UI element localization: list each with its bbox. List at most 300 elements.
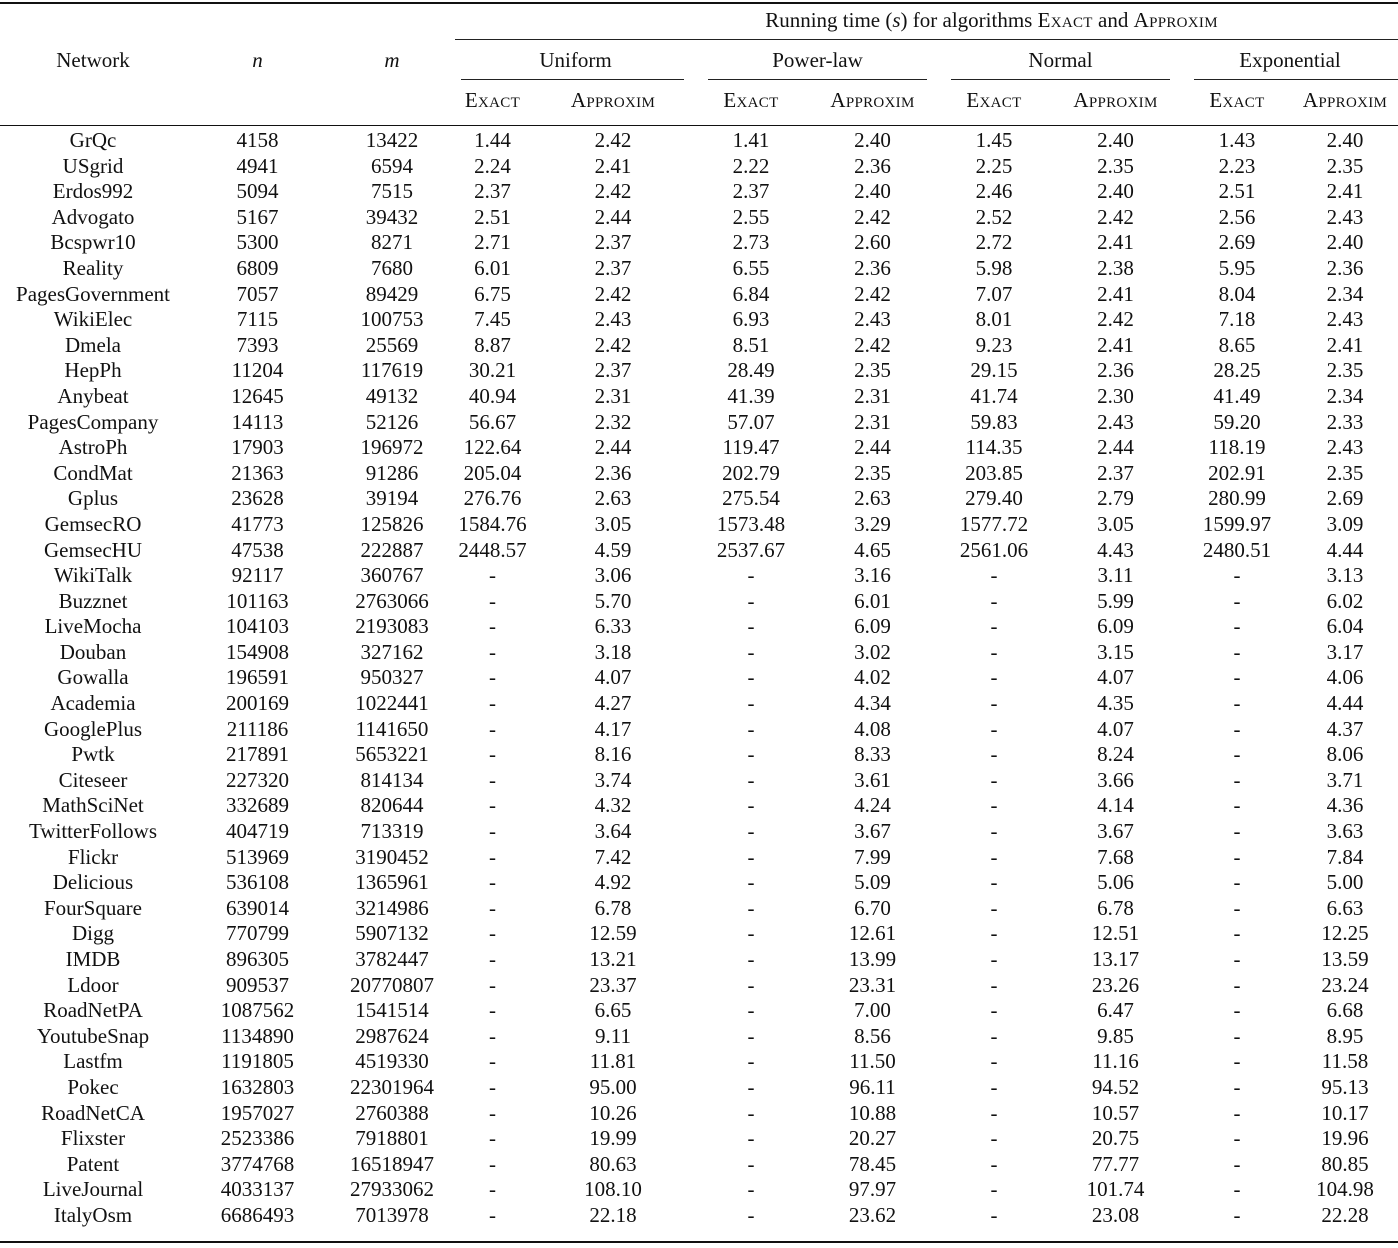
table-cell: 2.35: [1326, 153, 1364, 178]
table-cell: 227320: [226, 767, 289, 792]
table-cell: 11.50: [849, 1049, 896, 1074]
table-cell: 3.15: [1097, 639, 1134, 664]
table-cell: 5.09: [854, 870, 891, 895]
network-name-cell: YoutubeSnap: [36, 1023, 150, 1048]
network-name-cell: Citeseer: [58, 767, 128, 792]
group-power-law-label: Power-law: [772, 47, 863, 72]
table-cell: 3.71: [1326, 767, 1364, 792]
table-cell: 3.61: [854, 767, 891, 792]
table-cell: -: [990, 563, 998, 588]
table-cell: -: [990, 665, 998, 690]
table-cell: 909537: [226, 972, 289, 997]
table-cell: 3.16: [854, 563, 891, 588]
table-cell: -: [990, 588, 998, 613]
network-name-cell: GrQc: [69, 128, 117, 152]
table-cell: 2.31: [854, 409, 891, 434]
table-cell: 4.34: [854, 691, 891, 716]
table-cell: 280.99: [1208, 486, 1266, 511]
table-cell: 4.92: [594, 870, 632, 895]
table-cell: 6809: [236, 255, 279, 280]
table-cell: 10.26: [589, 1100, 637, 1125]
table-cell: -: [489, 742, 496, 767]
table-cell: 13.21: [589, 947, 637, 971]
table-cell: 104103: [226, 614, 289, 639]
table-cell: -: [747, 716, 755, 741]
table-row: [0, 333, 1398, 359]
group-exponential-rule: [1194, 79, 1398, 80]
table-cell: -: [1233, 588, 1241, 613]
table-cell: -: [489, 563, 496, 588]
table-cell: -: [1233, 1151, 1241, 1176]
network-name-cell: WikiTalk: [53, 563, 133, 588]
table-cell: 2.40: [854, 179, 891, 204]
network-name-cell: USgrid: [62, 153, 124, 178]
table-cell: 29.15: [970, 358, 1018, 383]
table-cell: 22.18: [589, 1202, 637, 1227]
table-cell: 10.17: [1321, 1100, 1369, 1125]
table-cell: -: [489, 1100, 496, 1125]
table-cell: 2480.51: [1202, 537, 1272, 562]
table-cell: -: [489, 998, 496, 1023]
table-row: [0, 973, 1398, 999]
table-cell: 2.30: [1097, 383, 1134, 408]
table-cell: 94.52: [1091, 1074, 1140, 1099]
table-cell: 8.01: [975, 307, 1013, 332]
table-row: [0, 461, 1398, 487]
network-name-cell: MathSciNet: [42, 793, 144, 818]
table-cell: 6.55: [732, 255, 770, 280]
table-cell: -: [1233, 998, 1241, 1023]
table-cell: 2.44: [594, 204, 632, 229]
table-cell: 125826: [360, 511, 424, 536]
table-cell: 95.13: [1321, 1074, 1369, 1099]
table-cell: -: [747, 1177, 755, 1202]
table-cell: 713319: [360, 819, 424, 844]
table-cell: 2.35: [1097, 153, 1134, 178]
table-cell: 6.01: [474, 255, 511, 280]
table-cell: 7680: [371, 255, 413, 280]
table-cell: 4.43: [1097, 537, 1134, 562]
table-cell: 7115: [236, 307, 279, 332]
network-name-cell: PagesCompany: [27, 409, 159, 434]
table-cell: 3.63: [1326, 819, 1364, 844]
table-cell: 2.42: [854, 332, 891, 357]
table-cell: 7.07: [975, 281, 1013, 306]
network-name-cell: GemsecHU: [44, 537, 142, 562]
network-name-cell: WikiElec: [53, 307, 133, 332]
table-cell: 59.20: [1213, 409, 1261, 434]
table-cell: 4.24: [854, 793, 891, 818]
group-power-law-rule: [708, 79, 927, 80]
table-cell: 2.51: [1218, 179, 1256, 204]
table-cell: -: [1233, 921, 1241, 946]
table-cell: 6.75: [474, 281, 511, 306]
table-cell: 6.63: [1326, 895, 1364, 920]
caption-mid: ) for algorithms: [900, 7, 1038, 32]
table-cell: -: [747, 1126, 755, 1151]
table-row: [0, 717, 1398, 743]
table-cell: 2.44: [1097, 435, 1134, 460]
table-cell: 4519330: [355, 1049, 429, 1074]
table-cell: -: [1233, 972, 1241, 997]
table-cell: 5.00: [1326, 870, 1364, 895]
table-row: [0, 410, 1398, 436]
table-cell: -: [990, 921, 998, 946]
table-cell: 6.78: [1097, 895, 1134, 920]
table-cell: -: [990, 716, 998, 741]
table-cell: 4158: [236, 128, 279, 152]
table-cell: 2.41: [1097, 281, 1134, 306]
network-name-cell: Pwtk: [71, 742, 115, 767]
col-header-network: Network: [56, 47, 130, 72]
table-cell: 2.41: [1326, 332, 1364, 357]
table-cell: 47538: [231, 537, 284, 562]
table-cell: 12.25: [1321, 921, 1369, 946]
table-cell: -: [747, 563, 755, 588]
table-cell: 5.98: [975, 255, 1013, 280]
table-cell: 3.64: [594, 819, 632, 844]
network-name-cell: RoadNetPA: [43, 998, 143, 1023]
table-cell: 2.42: [854, 204, 891, 229]
table-cell: 6.04: [1326, 614, 1364, 639]
group-exponential-label: Exponential: [1239, 47, 1341, 72]
table-cell: -: [747, 972, 755, 997]
table-cell: 2561.06: [959, 537, 1029, 562]
table-cell: 3.67: [1097, 819, 1134, 844]
table-cell: 2.55: [732, 204, 770, 229]
table-cell: 23628: [231, 486, 284, 511]
table-cell: 2.35: [854, 358, 891, 383]
table-cell: -: [1233, 767, 1241, 792]
table-cell: 820644: [360, 793, 424, 818]
bottom-rule: [0, 1241, 1398, 1243]
table-cell: -: [747, 614, 755, 639]
table-cell: 100753: [360, 307, 424, 332]
table-cell: 17903: [231, 435, 284, 460]
table-row: [0, 793, 1398, 819]
table-cell: -: [1233, 1023, 1241, 1048]
caption-prefix: Running time (: [765, 7, 893, 32]
table-cell: 404719: [226, 819, 289, 844]
table-cell: 2.51: [474, 204, 511, 229]
table-row: [0, 896, 1398, 922]
table-cell: 1141650: [355, 716, 429, 741]
table-cell: 23.37: [589, 972, 637, 997]
table-cell: 4.36: [1326, 793, 1364, 818]
table-cell: 2.40: [1326, 128, 1364, 152]
table-cell: 2.40: [1326, 230, 1364, 255]
caption-unit: s: [892, 7, 901, 32]
table-cell: -: [990, 793, 998, 818]
table-cell: 30.21: [468, 358, 517, 383]
sub-header-approxim: Approxim: [1073, 87, 1158, 112]
table-cell: 1022441: [355, 691, 429, 716]
table-row: [0, 538, 1398, 564]
table-cell: 3.02: [854, 639, 891, 664]
table-cell: 1087562: [220, 998, 295, 1023]
network-name-cell: PagesGovernment: [16, 281, 170, 306]
table-cell: -: [489, 921, 496, 946]
table-cell: 2523386: [220, 1126, 295, 1151]
table-cell: 6.33: [594, 614, 632, 639]
table-cell: 2.37: [474, 179, 511, 204]
table-row: [0, 640, 1398, 666]
network-name-cell: Ldoor: [67, 972, 119, 997]
table-cell: 513969: [226, 844, 289, 869]
table-cell: 4.07: [594, 665, 632, 690]
table-cell: 39194: [365, 486, 419, 511]
table-cell: 2.32: [594, 409, 632, 434]
table-cell: 4.44: [1326, 537, 1364, 562]
table-cell: 222887: [360, 537, 424, 562]
table-cell: 6.84: [732, 281, 770, 306]
table-cell: 14113: [231, 409, 284, 434]
table-cell: 2.44: [854, 435, 891, 460]
table-cell: 4.17: [594, 716, 632, 741]
table-cell: 196591: [226, 665, 289, 690]
table-cell: 1632803: [220, 1074, 295, 1099]
table-cell: 2.43: [594, 307, 632, 332]
table-row: [0, 384, 1398, 410]
table-cell: 57.07: [727, 409, 775, 434]
table-cell: 12.51: [1091, 921, 1140, 946]
group-normal-rule: [951, 79, 1170, 80]
network-name-cell: LiveMocha: [44, 614, 142, 639]
table-cell: 7393: [236, 332, 279, 357]
table-cell: 2.22: [732, 153, 770, 178]
network-name-cell: GemsecRO: [44, 511, 142, 536]
sub-header-exact: Exact: [464, 87, 521, 112]
table-cell: -: [489, 972, 496, 997]
table-cell: 1.44: [474, 128, 511, 152]
table-cell: 6.02: [1326, 588, 1364, 613]
table-cell: -: [489, 1177, 496, 1202]
table-row: [0, 947, 1398, 973]
network-name-cell: IMDB: [65, 947, 121, 971]
table-cell: -: [1233, 1126, 1241, 1151]
table-cell: 41.39: [727, 383, 775, 408]
network-name-cell: RoadNetCA: [41, 1100, 145, 1125]
table-cell: 896305: [226, 947, 289, 971]
table-cell: -: [990, 972, 998, 997]
table-cell: 22.28: [1321, 1202, 1369, 1227]
table-cell: 2.36: [854, 153, 891, 178]
table-cell: -: [489, 844, 496, 869]
table-cell: 101163: [226, 588, 289, 613]
table-cell: 3.13: [1326, 563, 1364, 588]
table-cell: 2.37: [1097, 460, 1134, 485]
table-cell: 2987624: [355, 1023, 429, 1048]
sub-header-approxim: Approxim: [570, 87, 656, 112]
table-cell: 4.65: [854, 537, 891, 562]
table-cell: 89429: [365, 281, 419, 306]
table-cell: 6.70: [854, 895, 891, 920]
table-cell: 23.26: [1091, 972, 1140, 997]
table-cell: -: [1233, 614, 1241, 639]
table-cell: -: [747, 844, 755, 869]
table-cell: 5907132: [355, 921, 429, 946]
table-cell: 8.51: [732, 332, 770, 357]
table-cell: 11.58: [1321, 1049, 1369, 1074]
table-cell: -: [990, 767, 998, 792]
table-row: [0, 589, 1398, 615]
table-cell: 2.41: [594, 153, 632, 178]
table-cell: -: [1233, 1177, 1241, 1202]
table-row: [0, 435, 1398, 461]
table-cell: -: [489, 691, 496, 716]
table-cell: 4941: [236, 153, 279, 178]
network-name-cell: Lastfm: [63, 1049, 123, 1074]
table-cell: 2.42: [1097, 307, 1134, 332]
table-cell: -: [990, 1100, 998, 1125]
table-cell: 2.52: [975, 204, 1013, 229]
table-cell: 7.68: [1097, 844, 1134, 869]
table-cell: 814134: [360, 767, 424, 792]
table-cell: -: [747, 1074, 755, 1099]
table-cell: 78.45: [848, 1151, 897, 1176]
table-cell: -: [747, 639, 755, 664]
table-cell: 10.88: [848, 1100, 897, 1125]
table-cell: 23.62: [848, 1202, 897, 1227]
network-name-cell: CondMat: [53, 460, 133, 485]
table-cell: 2.37: [594, 230, 632, 255]
sub-header-approxim: Approxim: [1302, 87, 1388, 112]
table-cell: 202.91: [1208, 460, 1266, 485]
table-cell: 7013978: [355, 1202, 429, 1227]
table-cell: -: [489, 716, 496, 741]
table-cell: 97.97: [848, 1177, 897, 1202]
table-cell: 8.87: [474, 332, 511, 357]
table-cell: 8.33: [854, 742, 891, 767]
table-cell: 8.65: [1218, 332, 1256, 357]
network-name-cell: Pokec: [67, 1074, 119, 1099]
table-cell: 7.18: [1218, 307, 1256, 332]
table-row: [0, 486, 1398, 512]
table-cell: -: [990, 895, 998, 920]
table-cell: -: [990, 691, 998, 716]
table-cell: -: [489, 1126, 496, 1151]
table-cell: 13422: [365, 128, 419, 152]
table-cell: -: [990, 819, 998, 844]
table-cell: -: [747, 1202, 755, 1227]
table-cell: 639014: [226, 895, 289, 920]
table-row: [0, 282, 1398, 308]
table-cell: 2.23: [1218, 153, 1256, 178]
table-cell: 114.35: [965, 435, 1023, 460]
table-cell: 332689: [226, 793, 289, 818]
table-cell: 49132: [365, 383, 419, 408]
table-cell: 2.46: [975, 179, 1013, 204]
table-cell: 21363: [231, 460, 284, 485]
table-cell: 3.66: [1097, 767, 1134, 792]
network-name-cell: TwitterFollows: [28, 819, 158, 844]
table-cell: 3.29: [854, 511, 891, 536]
col-header-n: n: [252, 47, 263, 72]
table-cell: 4.07: [1097, 665, 1134, 690]
table-cell: -: [747, 819, 755, 844]
table-cell: 19.96: [1321, 1126, 1369, 1151]
table-cell: 3.74: [594, 767, 632, 792]
table-cell: -: [990, 1049, 998, 1074]
table-cell: 202.79: [722, 460, 780, 485]
table-cell: 4.44: [1326, 691, 1364, 716]
table-row: [0, 256, 1398, 282]
table-cell: 4.27: [594, 691, 632, 716]
table-cell: -: [990, 947, 998, 971]
table-cell: 2.34: [1326, 281, 1364, 306]
table-cell: 2763066: [355, 588, 429, 613]
running-time-caption: [455, 0, 1398, 40]
table-cell: 2.42: [854, 281, 891, 306]
table-row: [0, 665, 1398, 691]
caption-and: and: [1092, 7, 1134, 32]
table-cell: 16518947: [350, 1151, 434, 1176]
table-cell: 96.11: [849, 1074, 896, 1099]
table-cell: 5094: [236, 179, 279, 204]
table-cell: 9.23: [975, 332, 1013, 357]
table-cell: 7.84: [1326, 844, 1364, 869]
table-cell: 11.16: [1092, 1049, 1139, 1074]
table-cell: 2.33: [1326, 409, 1364, 434]
table-cell: 2.43: [854, 307, 891, 332]
table-cell: 20.27: [848, 1126, 897, 1151]
table-cell: 2.42: [594, 128, 632, 152]
table-cell: 3782447: [355, 947, 429, 971]
table-cell: -: [489, 1049, 496, 1074]
table-cell: 2760388: [355, 1100, 429, 1125]
table-row: [0, 691, 1398, 717]
table-cell: 2.41: [1097, 230, 1134, 255]
table-cell: 9.85: [1097, 1023, 1134, 1048]
table-row: [0, 819, 1398, 845]
table-cell: 2.37: [594, 255, 632, 280]
table-cell: 4.06: [1326, 665, 1364, 690]
table-cell: 41773: [231, 511, 284, 536]
table-cell: 27933062: [350, 1177, 434, 1202]
table-cell: 28.25: [1213, 358, 1261, 383]
table-cell: -: [747, 1151, 755, 1176]
sub-header-exact: Exact: [966, 87, 1022, 112]
table-row: [0, 358, 1398, 384]
table-cell: -: [489, 665, 496, 690]
network-name-cell: ItalyOsm: [53, 1202, 133, 1227]
group-normal-label: Normal: [1028, 47, 1093, 72]
table-cell: 8.95: [1326, 1023, 1364, 1048]
table-cell: 2.40: [1097, 128, 1134, 152]
table-row: [0, 563, 1398, 589]
group-power-law: [696, 40, 939, 80]
table-cell: 2.56: [1218, 204, 1256, 229]
table-cell: 5.95: [1218, 255, 1256, 280]
table-cell: -: [990, 998, 998, 1023]
table-cell: -: [747, 588, 755, 613]
table-cell: 8271: [371, 230, 413, 255]
table-cell: 41.49: [1213, 383, 1261, 408]
table-cell: 7.99: [854, 844, 891, 869]
table-cell: 56.67: [468, 409, 517, 434]
table-cell: 6.78: [594, 895, 632, 920]
table-cell: 2.31: [854, 383, 891, 408]
table-cell: 6.09: [854, 614, 891, 639]
table-cell: -: [747, 1100, 755, 1125]
table-cell: -: [1233, 1049, 1241, 1074]
table-cell: 23.08: [1091, 1202, 1140, 1227]
table-cell: 2.63: [594, 486, 632, 511]
table-cell: 23.31: [848, 972, 897, 997]
table-row: [0, 205, 1398, 231]
table-cell: -: [489, 947, 496, 971]
table-cell: 8.56: [854, 1023, 891, 1048]
